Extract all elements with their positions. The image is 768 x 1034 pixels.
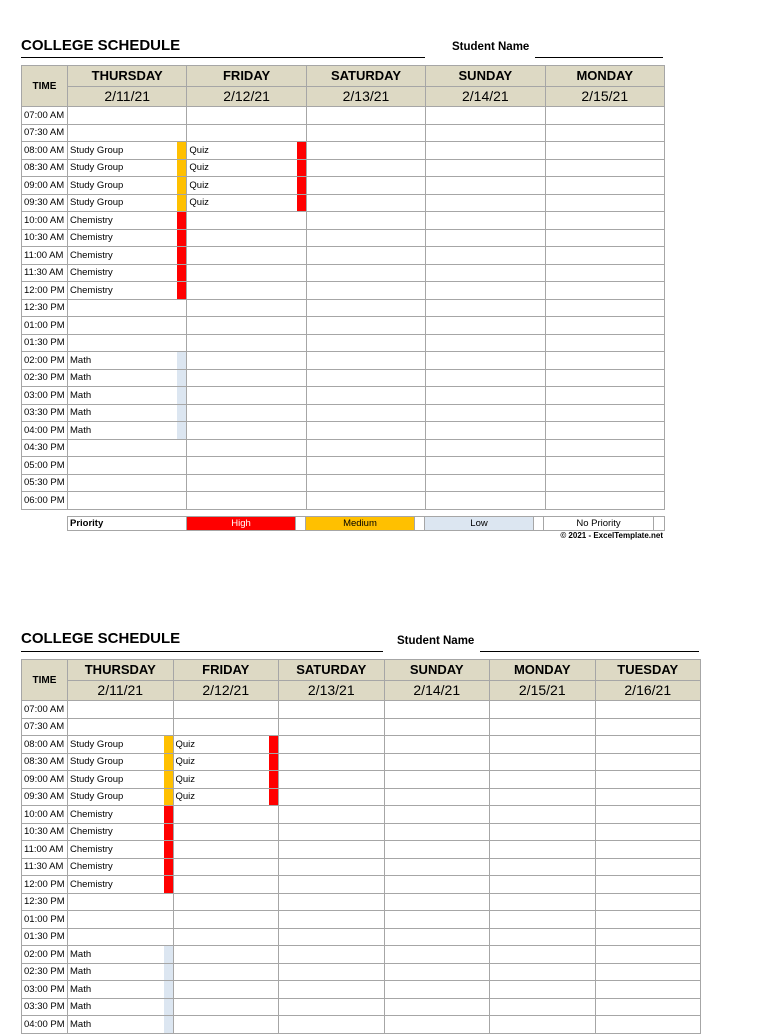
schedule-cell[interactable] — [68, 806, 174, 824]
event-label: Math — [70, 1001, 92, 1013]
time-slot-label: 03:30 PM — [22, 404, 68, 422]
schedule-cell[interactable] — [173, 736, 279, 754]
time-slot-row — [22, 963, 701, 981]
time-column-header: TIME — [22, 66, 68, 107]
time-slot-row — [22, 981, 701, 999]
time-slot-label: 09:00 AM — [22, 771, 68, 789]
event-label: Quiz — [189, 197, 209, 209]
event-label: Quiz — [189, 179, 209, 191]
event-label: Math — [70, 948, 92, 960]
schedule-cell[interactable] — [490, 701, 596, 719]
schedule-cell[interactable] — [490, 753, 596, 771]
title-underline — [21, 651, 383, 652]
event-label: Study Group — [70, 197, 124, 209]
time-slot-row — [22, 893, 701, 911]
time-slot-label: 10:30 AM — [22, 229, 68, 247]
time-slot-label: 07:00 AM — [22, 107, 68, 125]
time-slot-label: 01:30 PM — [22, 928, 68, 946]
schedule-cell[interactable] — [279, 718, 385, 736]
schedule-cell[interactable] — [68, 893, 174, 911]
time-slot-row — [22, 718, 701, 736]
schedule-cell[interactable] — [173, 876, 279, 894]
date-header: 2/11/21 — [68, 86, 187, 107]
schedule-cell[interactable] — [173, 1016, 279, 1034]
schedule-cell[interactable] — [490, 788, 596, 806]
event-label: Study Group — [70, 144, 124, 156]
schedule-cell[interactable] — [595, 963, 701, 981]
time-slot-row — [22, 876, 701, 894]
schedule-cell[interactable] — [68, 911, 174, 929]
schedule-cell[interactable] — [68, 858, 174, 876]
date-header: 2/16/21 — [595, 680, 701, 701]
schedule-cell[interactable] — [384, 788, 490, 806]
day-header: SATURDAY — [306, 66, 425, 87]
date-header: 2/15/21 — [490, 680, 596, 701]
priority-bar-medium — [164, 736, 173, 754]
event-label: Math — [70, 389, 92, 401]
schedule-cell[interactable] — [595, 893, 701, 911]
time-slot-label: 02:30 PM — [22, 963, 68, 981]
time-slot-label: 04:00 PM — [22, 1016, 68, 1034]
schedule-cell[interactable] — [173, 701, 279, 719]
event-label: Study Group — [70, 179, 124, 191]
schedule-cell[interactable] — [384, 876, 490, 894]
schedule-cell[interactable] — [595, 858, 701, 876]
priority-bar-high — [164, 806, 173, 824]
time-column-header: TIME — [22, 660, 68, 701]
schedule-cell[interactable] — [490, 823, 596, 841]
time-slot-row — [22, 841, 701, 859]
event-label: Chemistry — [70, 861, 113, 873]
schedule-cell[interactable] — [595, 946, 701, 964]
schedule-cell[interactable] — [490, 718, 596, 736]
schedule-cell[interactable] — [173, 963, 279, 981]
event-label: Chemistry — [70, 249, 113, 261]
schedule-grid — [21, 659, 701, 1034]
schedule-cell[interactable] — [173, 753, 279, 771]
time-slot-label: 10:00 AM — [22, 806, 68, 824]
event-label: Study Group — [70, 738, 124, 750]
date-header: 2/13/21 — [306, 86, 425, 107]
event-label: Chemistry — [70, 878, 113, 890]
time-slot-label: 12:30 PM — [22, 893, 68, 911]
schedule-cell[interactable] — [68, 771, 174, 789]
schedule-cell[interactable] — [68, 718, 174, 736]
schedule-cell[interactable] — [384, 981, 490, 999]
day-header: FRIDAY — [187, 66, 306, 87]
schedule-cell[interactable] — [595, 771, 701, 789]
time-slot-row — [22, 858, 701, 876]
priority-bar-low — [164, 1016, 173, 1034]
schedule-cell[interactable] — [173, 981, 279, 999]
schedule-cell[interactable] — [490, 928, 596, 946]
time-slot-label: 11:30 AM — [22, 858, 68, 876]
schedule-cell[interactable] — [173, 858, 279, 876]
day-header: MONDAY — [545, 66, 664, 87]
schedule-cell[interactable] — [173, 806, 279, 824]
time-slot-row — [22, 911, 701, 929]
schedule-cell[interactable] — [490, 963, 596, 981]
schedule-cell[interactable] — [173, 788, 279, 806]
time-slot-label: 07:00 AM — [22, 701, 68, 719]
schedule-cell[interactable] — [279, 736, 385, 754]
schedule-cell[interactable] — [173, 911, 279, 929]
schedule-title: COLLEGE SCHEDULE — [21, 630, 181, 647]
time-slot-label: 04:30 PM — [22, 439, 68, 457]
time-slot-label: 05:00 PM — [22, 457, 68, 475]
time-slot-label: 07:30 AM — [22, 124, 68, 142]
priority-bar-high — [164, 841, 173, 859]
time-slot-label: 01:30 PM — [22, 334, 68, 352]
schedule-cell[interactable] — [68, 946, 174, 964]
schedule-cell[interactable] — [490, 736, 596, 754]
priority-bar-medium — [164, 753, 173, 771]
schedule-cell[interactable] — [490, 893, 596, 911]
event-label: Study Group — [70, 162, 124, 174]
event-label: Chemistry — [70, 843, 113, 855]
event-label: Quiz — [189, 144, 209, 156]
time-slot-label: 12:00 PM — [22, 282, 68, 300]
time-slot-row — [22, 928, 701, 946]
schedule-cell[interactable] — [68, 841, 174, 859]
priority-bar-high — [164, 858, 173, 876]
event-label: Math — [70, 372, 92, 384]
schedule-cell[interactable] — [279, 963, 385, 981]
event-label: Math — [70, 407, 92, 419]
schedule-cell[interactable] — [279, 1016, 385, 1034]
time-slot-label: 05:30 PM — [22, 474, 68, 492]
time-slot-label: 10:00 AM — [22, 212, 68, 230]
schedule-cell[interactable] — [279, 998, 385, 1016]
priority-bar-high — [164, 823, 173, 841]
event-label: Chemistry — [70, 826, 113, 838]
schedule-cell[interactable] — [173, 998, 279, 1016]
time-slot-row — [22, 771, 701, 789]
event-label: Quiz — [175, 773, 196, 785]
day-header: SATURDAY — [279, 660, 385, 681]
priority-bar-low — [164, 963, 173, 981]
priority-medium-swatch: Medium — [306, 517, 415, 531]
schedule-cell[interactable] — [173, 946, 279, 964]
event-label: Math — [70, 424, 92, 436]
event-label: Chemistry — [70, 232, 113, 244]
time-slot-label: 12:30 PM — [22, 299, 68, 317]
schedule-cell[interactable] — [384, 841, 490, 859]
schedule-cell[interactable] — [384, 963, 490, 981]
schedule-cell[interactable] — [68, 928, 174, 946]
schedule-cell[interactable] — [279, 981, 385, 999]
schedule-cell[interactable] — [490, 946, 596, 964]
schedule-cell[interactable] — [279, 911, 385, 929]
schedule-cell[interactable] — [279, 788, 385, 806]
schedule-cell[interactable] — [68, 963, 174, 981]
priority-bar-high — [269, 736, 278, 754]
time-slot-label: 03:00 PM — [22, 981, 68, 999]
time-slot-label: 10:30 AM — [22, 823, 68, 841]
schedule-cell[interactable] — [279, 841, 385, 859]
schedule-cell[interactable] — [173, 841, 279, 859]
time-slot-label: 12:00 PM — [22, 876, 68, 894]
time-slot-row — [22, 753, 701, 771]
priority-low-swatch: Low — [425, 517, 534, 531]
schedule-cell[interactable] — [595, 911, 701, 929]
schedule-cell[interactable] — [384, 823, 490, 841]
date-header: 2/13/21 — [279, 680, 385, 701]
schedule-cell[interactable] — [384, 701, 490, 719]
schedule-cell[interactable] — [68, 998, 174, 1016]
time-slot-label: 01:00 PM — [22, 911, 68, 929]
schedule-cell[interactable] — [173, 893, 279, 911]
schedule-cell[interactable] — [595, 806, 701, 824]
time-slot-label: 11:30 AM — [22, 264, 68, 282]
day-header: THURSDAY — [68, 66, 187, 87]
schedule-cell[interactable] — [384, 893, 490, 911]
priority-bar-low — [164, 946, 173, 964]
schedule-cell[interactable] — [173, 718, 279, 736]
schedule-cell[interactable] — [384, 771, 490, 789]
schedule-cell[interactable] — [490, 876, 596, 894]
date-header: 2/14/21 — [426, 86, 545, 107]
schedule-cell[interactable] — [384, 736, 490, 754]
priority-bar-high — [269, 753, 278, 771]
student-name-field[interactable] — [480, 651, 699, 652]
event-label: Math — [70, 1018, 92, 1030]
schedule-cell[interactable] — [490, 806, 596, 824]
time-slot-label: 02:00 PM — [22, 946, 68, 964]
schedule-cell[interactable] — [595, 701, 701, 719]
event-label: Study Group — [70, 791, 124, 803]
time-slot-row — [22, 701, 701, 719]
schedule-cell[interactable] — [384, 718, 490, 736]
schedule-cell[interactable] — [595, 788, 701, 806]
time-slot-label: 03:00 PM — [22, 387, 68, 405]
time-slot-label: 06:00 PM — [22, 492, 68, 510]
time-slot-row — [22, 788, 701, 806]
schedule-cell[interactable] — [384, 928, 490, 946]
day-header: SUNDAY — [426, 66, 545, 87]
schedule-cell[interactable] — [279, 928, 385, 946]
time-slot-label: 08:00 AM — [22, 142, 68, 160]
schedule-cell[interactable] — [68, 753, 174, 771]
event-label: Math — [70, 354, 92, 366]
schedule-cell[interactable] — [595, 823, 701, 841]
priority-bar-high — [164, 876, 173, 894]
schedule-cell[interactable] — [595, 876, 701, 894]
priority-bar-low — [164, 981, 173, 999]
schedule-cell[interactable] — [490, 998, 596, 1016]
schedule-cell[interactable] — [595, 981, 701, 999]
schedule-cell[interactable] — [68, 701, 174, 719]
time-slot-label: 04:00 PM — [22, 422, 68, 440]
time-slot-label: 08:30 AM — [22, 753, 68, 771]
time-slot-label: 08:30 AM — [22, 159, 68, 177]
schedule-cell[interactable] — [595, 736, 701, 754]
time-slot-label: 02:30 PM — [22, 369, 68, 387]
time-slot-label: 07:30 AM — [22, 718, 68, 736]
time-slot-label: 03:30 PM — [22, 998, 68, 1016]
day-header: MONDAY — [490, 660, 596, 681]
schedule-cell[interactable] — [279, 806, 385, 824]
day-header: TUESDAY — [595, 660, 701, 681]
event-label: Quiz — [175, 738, 196, 750]
event-label: Quiz — [189, 162, 209, 174]
event-label: Study Group — [70, 773, 124, 785]
time-slot-label: 09:00 AM — [22, 177, 68, 195]
time-slot-row — [22, 736, 701, 754]
schedule-cell[interactable] — [68, 788, 174, 806]
time-slot-label: 02:00 PM — [22, 352, 68, 370]
schedule-cell[interactable] — [595, 1016, 701, 1034]
schedule-cell[interactable] — [595, 753, 701, 771]
time-slot-row — [22, 1016, 701, 1034]
schedule-cell[interactable] — [279, 753, 385, 771]
date-header: 2/12/21 — [173, 680, 279, 701]
priority-none-swatch: No Priority — [544, 517, 654, 531]
time-slot-label: 09:30 AM — [22, 194, 68, 212]
event-label: Chemistry — [70, 284, 113, 296]
schedule-cell[interactable] — [68, 823, 174, 841]
time-slot-label: 01:00 PM — [22, 317, 68, 335]
schedule-cell[interactable] — [595, 928, 701, 946]
schedule-cell[interactable] — [595, 841, 701, 859]
schedule-cell[interactable] — [173, 928, 279, 946]
priority-bar-high — [269, 788, 278, 806]
schedule-cell[interactable] — [173, 771, 279, 789]
priority-bar-low — [164, 998, 173, 1016]
schedule-cell[interactable] — [384, 998, 490, 1016]
schedule-cell[interactable] — [68, 981, 174, 999]
priority-label: Priority — [68, 517, 187, 531]
event-label: Study Group — [70, 756, 124, 768]
time-slot-label: 11:00 AM — [22, 247, 68, 265]
event-label: Chemistry — [70, 214, 113, 226]
time-slot-row — [22, 946, 701, 964]
schedule-cell[interactable] — [384, 911, 490, 929]
schedule-cell[interactable] — [279, 858, 385, 876]
schedule-cell[interactable] — [384, 753, 490, 771]
schedule-cell[interactable] — [68, 876, 174, 894]
schedule-title: COLLEGE SCHEDULE — [21, 37, 181, 54]
time-slot-row — [22, 998, 701, 1016]
schedule-cell[interactable] — [384, 946, 490, 964]
schedule-cell[interactable] — [595, 718, 701, 736]
schedule-cell[interactable] — [279, 823, 385, 841]
student-name-label: Student Name — [452, 41, 530, 53]
event-label: Quiz — [175, 791, 196, 803]
schedule-cell[interactable] — [490, 1016, 596, 1034]
priority-bar-medium — [164, 771, 173, 789]
schedule-cell[interactable] — [68, 1016, 174, 1034]
time-slot-label: 09:30 AM — [22, 788, 68, 806]
schedule-cell[interactable] — [490, 841, 596, 859]
schedule-cell[interactable] — [490, 771, 596, 789]
schedule-cell[interactable] — [384, 858, 490, 876]
day-header: THURSDAY — [68, 660, 174, 681]
schedule-cell[interactable] — [490, 911, 596, 929]
event-label: Math — [70, 966, 92, 978]
day-header: FRIDAY — [173, 660, 279, 681]
time-slot-row — [22, 823, 701, 841]
schedule-cell[interactable] — [384, 1016, 490, 1034]
priority-high-swatch: High — [187, 517, 296, 531]
event-label: Quiz — [175, 756, 196, 768]
event-label: Chemistry — [70, 808, 113, 820]
schedule-cell[interactable] — [279, 946, 385, 964]
date-header: 2/12/21 — [187, 86, 306, 107]
copyright-text: © 2021 - ExcelTemplate.net — [560, 531, 663, 540]
student-name-label: Student Name — [397, 635, 475, 647]
time-slot-label: 11:00 AM — [22, 841, 68, 859]
schedule-cell[interactable] — [490, 981, 596, 999]
schedule-cell[interactable] — [173, 823, 279, 841]
event-label: Math — [70, 983, 92, 995]
time-slot-label: 08:00 AM — [22, 736, 68, 754]
date-header: 2/11/21 — [68, 680, 174, 701]
day-header: SUNDAY — [384, 660, 490, 681]
schedule-cell[interactable] — [68, 736, 174, 754]
time-slot-row — [22, 806, 701, 824]
priority-bar-medium — [164, 788, 173, 806]
schedule-cell[interactable] — [384, 806, 490, 824]
schedule-cell[interactable] — [279, 771, 385, 789]
schedule-cell[interactable] — [490, 858, 596, 876]
schedule-cell[interactable] — [279, 876, 385, 894]
priority-bar-high — [269, 771, 278, 789]
event-label: Chemistry — [70, 267, 113, 279]
date-header: 2/15/21 — [545, 86, 664, 107]
schedule-cell[interactable] — [595, 998, 701, 1016]
schedule-cell[interactable] — [279, 893, 385, 911]
schedule-cell[interactable] — [279, 701, 385, 719]
date-header: 2/14/21 — [384, 680, 490, 701]
